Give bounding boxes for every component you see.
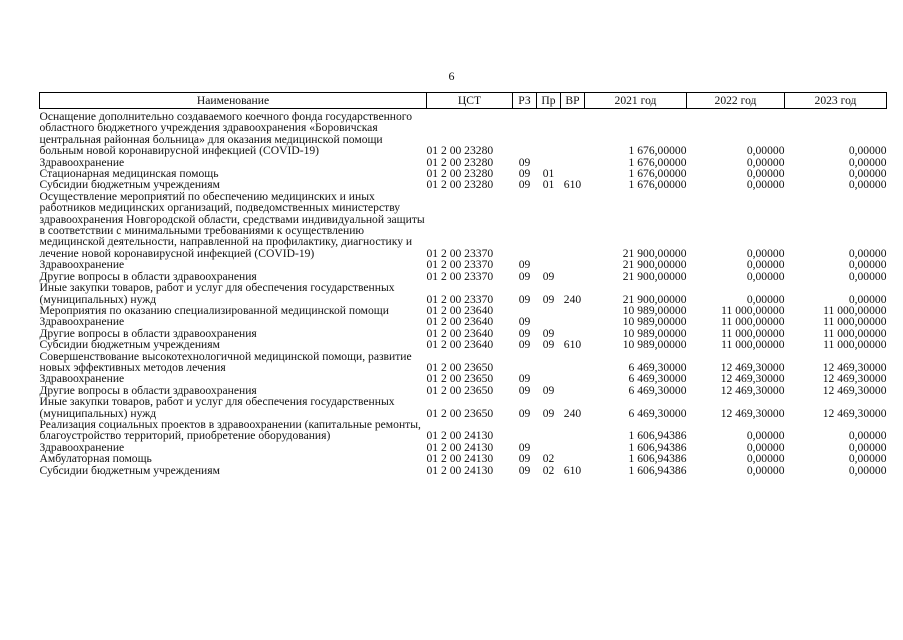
row-pr: 02 xyxy=(542,452,555,466)
row-cst: 01 2 00 23650 xyxy=(426,406,494,420)
row-pr: 09 xyxy=(542,383,555,397)
row-vr xyxy=(561,316,585,327)
table-row xyxy=(40,191,887,259)
row-value-2022: 0,00000 xyxy=(746,155,785,169)
row-rz: 09 xyxy=(518,440,531,454)
header-cst: ЦСТ xyxy=(427,93,513,109)
row-cst: 01 2 00 23640 xyxy=(426,338,494,352)
header-name: Наименование xyxy=(40,93,427,109)
row-name: Здравоохранение xyxy=(39,155,125,169)
row-vr xyxy=(561,453,585,464)
row-rz: 09 xyxy=(518,383,531,397)
row-vr: 240 xyxy=(563,406,582,420)
row-rz: 09 xyxy=(518,155,531,169)
row-rz: 09 xyxy=(518,167,531,181)
row-name: Реализация социальных проектов в здравоохранении (капитальные ремонты, благоустройство территорий, приобретение оборудования) xyxy=(39,417,421,443)
row-name: Субсидии бюджетным учреждениям xyxy=(39,338,220,352)
row-vr xyxy=(561,442,585,453)
row-value-2022: 11 000,00000 xyxy=(721,326,785,340)
header-2021: 2021 год xyxy=(585,93,687,109)
row-name: Здравоохранение xyxy=(39,372,125,386)
row-rz xyxy=(513,191,537,259)
row-value-2022: 0,00000 xyxy=(746,463,785,477)
row-value-2023: 0,00000 xyxy=(848,178,887,192)
row-name: Здравоохранение xyxy=(39,258,125,272)
row-value-2023: 12 469,30000 xyxy=(822,406,887,420)
row-name: Иные закупки товаров, работ и услуг для обеспечения государственных (муниципальных) нужд xyxy=(39,395,395,420)
row-value-2022: 0,00000 xyxy=(746,269,785,283)
row-vr xyxy=(561,373,585,384)
row-pr xyxy=(537,109,561,157)
table-row xyxy=(40,282,887,305)
row-value-2021: 10 989,00000 xyxy=(622,303,687,317)
row-cst: 01 2 00 23650 xyxy=(426,372,494,386)
row-vr xyxy=(561,157,585,168)
header-pr: Пр xyxy=(537,93,561,109)
row-pr: 02 xyxy=(542,463,555,477)
row-value-2021: 1 606,94386 xyxy=(628,452,687,466)
row-rz: 09 xyxy=(518,452,531,466)
row-value-2022: 11 000,00000 xyxy=(721,338,785,352)
row-cst: 01 2 00 24130 xyxy=(426,463,494,477)
row-value-2022: 0,00000 xyxy=(746,440,785,454)
row-value-2021: 6 469,30000 xyxy=(628,383,687,397)
row-value-2022: 12 469,30000 xyxy=(720,372,785,386)
row-cst: 01 2 00 23650 xyxy=(426,383,494,397)
table-row xyxy=(40,419,887,442)
row-vr: 610 xyxy=(563,338,582,352)
header-rz: РЗ xyxy=(513,93,537,109)
row-rz xyxy=(513,419,537,442)
row-rz: 09 xyxy=(518,315,531,329)
row-vr xyxy=(561,271,585,282)
header-vr: ВР xyxy=(561,93,585,109)
row-name: Другие вопросы в области здравоохранения xyxy=(39,269,257,283)
row-value-2022: 0,00000 xyxy=(746,246,785,260)
row-cst: 01 2 00 23280 xyxy=(426,178,494,192)
row-cst: 01 2 00 23650 xyxy=(426,360,494,374)
row-pr xyxy=(537,259,561,270)
row-vr: 610 xyxy=(563,463,582,477)
table-row xyxy=(40,259,887,270)
table-row xyxy=(40,109,887,157)
row-value-2022: 0,00000 xyxy=(746,258,785,272)
row-pr: 09 xyxy=(542,326,555,340)
row-value-2021: 6 469,30000 xyxy=(628,372,687,386)
row-name: Амбулаторная помощь xyxy=(39,452,152,466)
row-value-2022: 0,00000 xyxy=(746,178,785,192)
table-row xyxy=(40,465,887,476)
row-value-2022: 12 469,30000 xyxy=(720,383,785,397)
row-value-2021: 10 989,00000 xyxy=(622,338,687,352)
row-value-2021: 21 900,00000 xyxy=(622,246,687,260)
row-name: Совершенствование высокотехнологичной медицинской помощи, развитие новых эффективных методов лечения xyxy=(39,349,412,374)
row-value-2022: 11 000,00000 xyxy=(721,303,785,317)
row-value-2022: 12 469,30000 xyxy=(720,360,785,374)
row-pr: 09 xyxy=(542,292,555,306)
row-value-2021: 1 676,00000 xyxy=(628,144,687,158)
row-value-2022: 0,00000 xyxy=(746,144,785,158)
row-value-2023: 11 000,00000 xyxy=(823,326,887,340)
row-name: Здравоохранение xyxy=(39,440,125,454)
row-rz: 09 xyxy=(518,258,531,272)
row-value-2021: 1 606,94386 xyxy=(628,429,687,443)
row-value-2021: 1 676,00000 xyxy=(628,178,687,192)
row-cst: 01 2 00 23640 xyxy=(426,315,494,329)
table-row xyxy=(40,351,887,374)
row-vr: 240 xyxy=(563,292,582,306)
row-vr xyxy=(561,259,585,270)
row-value-2022: 0,00000 xyxy=(746,167,785,181)
row-rz: 09 xyxy=(518,292,531,306)
row-cst: 01 2 00 23370 xyxy=(426,269,494,283)
budget-table xyxy=(39,92,887,476)
row-value-2021: 1 606,94386 xyxy=(628,463,687,477)
row-value-2022: 11 000,00000 xyxy=(721,315,785,329)
row-name: Другие вопросы в области здравоохранения xyxy=(39,326,257,340)
row-value-2021: 21 900,00000 xyxy=(622,258,687,272)
row-value-2021: 10 989,00000 xyxy=(622,315,687,329)
row-value-2021: 10 989,00000 xyxy=(622,326,687,340)
row-value-2021: 21 900,00000 xyxy=(622,269,687,283)
row-value-2021: 6 469,30000 xyxy=(628,360,687,374)
row-value-2023: 12 469,30000 xyxy=(822,383,887,397)
row-vr xyxy=(561,385,585,396)
row-name: Субсидии бюджетным учреждениям xyxy=(39,463,220,477)
row-name: Оснащение дополнительно создаваемого коечного фонда государственного областного бюджетного учреждения здравоохранения «Боровичская центральная районная больница» для оказания медицинской помощи больным новой коронавирусной инфекцией (COVID-19) xyxy=(39,110,413,158)
table-row xyxy=(40,453,887,464)
row-value-2023: 11 000,00000 xyxy=(823,315,887,329)
table-row xyxy=(40,396,887,419)
row-cst: 01 2 00 23280 xyxy=(426,167,494,181)
row-cst: 01 2 00 24130 xyxy=(426,452,494,466)
row-cst: 01 2 00 23370 xyxy=(426,292,494,306)
row-value-2022: 0,00000 xyxy=(746,429,785,443)
row-value-2023: 0,00000 xyxy=(848,463,887,477)
row-vr: 610 xyxy=(563,178,582,192)
row-name: Другие вопросы в области здравоохранения xyxy=(39,383,257,397)
row-value-2023: 12 469,30000 xyxy=(822,372,887,386)
row-name: Субсидии бюджетным учреждениям xyxy=(39,178,220,192)
row-value-2023: 0,00000 xyxy=(848,429,887,443)
row-rz: 09 xyxy=(518,338,531,352)
table-row xyxy=(40,316,887,327)
row-value-2023: 0,00000 xyxy=(848,452,887,466)
row-pr xyxy=(537,316,561,327)
row-cst: 01 2 00 23370 xyxy=(426,246,494,260)
row-vr xyxy=(561,109,585,157)
row-vr xyxy=(561,191,585,259)
row-value-2023: 0,00000 xyxy=(848,144,887,158)
row-value-2023: 0,00000 xyxy=(848,440,887,454)
row-pr xyxy=(537,305,561,316)
header-2022: 2022 год xyxy=(687,93,785,109)
row-value-2023: 11 000,00000 xyxy=(823,303,887,317)
row-rz: 09 xyxy=(518,178,531,192)
table-row xyxy=(40,339,887,350)
row-name: Мероприятия по оказанию специализированной медицинской помощи xyxy=(39,303,389,317)
row-pr xyxy=(537,191,561,259)
row-value-2023: 11 000,00000 xyxy=(823,338,887,352)
row-value-2022: 0,00000 xyxy=(746,292,785,306)
row-cst: 01 2 00 23370 xyxy=(426,258,494,272)
header-2023: 2023 год xyxy=(785,93,887,109)
row-pr: 09 xyxy=(542,406,555,420)
row-vr xyxy=(561,351,585,374)
row-name: Иные закупки товаров, работ и услуг для обеспечения государственных (муниципальных) нужд xyxy=(39,281,395,306)
row-value-2021: 1 676,00000 xyxy=(628,167,687,181)
row-cst: 01 2 00 23280 xyxy=(426,144,494,158)
row-rz: 09 xyxy=(518,406,531,420)
row-value-2021: 6 469,30000 xyxy=(628,406,687,420)
row-vr xyxy=(561,305,585,316)
row-rz: 09 xyxy=(518,326,531,340)
row-value-2023: 0,00000 xyxy=(848,246,887,260)
row-value-2022: 0,00000 xyxy=(746,452,785,466)
row-value-2023: 0,00000 xyxy=(848,155,887,169)
row-name: Здравоохранение xyxy=(39,315,125,329)
row-rz: 09 xyxy=(518,269,531,283)
row-value-2023: 0,00000 xyxy=(848,167,887,181)
row-value-2022: 12 469,30000 xyxy=(720,406,785,420)
row-pr: 01 xyxy=(542,167,555,181)
row-value-2023: 0,00000 xyxy=(848,269,887,283)
row-value-2021: 1 606,94386 xyxy=(628,440,687,454)
row-rz xyxy=(513,351,537,374)
row-rz xyxy=(513,109,537,157)
row-value-2021: 21 900,00000 xyxy=(622,292,687,306)
row-rz: 09 xyxy=(518,463,531,477)
table-header-row xyxy=(40,93,887,109)
row-value-2023: 0,00000 xyxy=(848,292,887,306)
row-name: Стационарная медицинская помощь xyxy=(39,167,219,181)
row-cst: 01 2 00 24130 xyxy=(426,429,494,443)
row-rz: 09 xyxy=(518,372,531,386)
row-pr xyxy=(537,419,561,442)
row-cst: 01 2 00 23640 xyxy=(426,303,494,317)
row-pr xyxy=(537,351,561,374)
row-value-2021: 1 676,00000 xyxy=(628,155,687,169)
page-number: 6 xyxy=(448,69,455,83)
row-value-2023: 12 469,30000 xyxy=(822,360,887,374)
row-value-2023: 0,00000 xyxy=(848,258,887,272)
row-pr: 09 xyxy=(542,338,555,352)
table-body xyxy=(40,109,887,477)
row-name: Осуществление мероприятий по обеспечению медицинских и иных работников медицинских организаций, подведомственных министерству здравоохранения Новгородской области, средствами индивидуальной защиты в соответствии с минимальными требованиями к осуществлению медицинской деятельности, направленной на профилактику, диагностику и лечение новой коронавирусной инфекцией (COVID-19) xyxy=(39,189,425,260)
row-pr: 01 xyxy=(542,178,555,192)
row-vr xyxy=(561,419,585,442)
row-cst: 01 2 00 23640 xyxy=(426,326,494,340)
row-cst: 01 2 00 23280 xyxy=(426,155,494,169)
row-cst: 01 2 00 24130 xyxy=(426,440,494,454)
row-pr: 09 xyxy=(542,269,555,283)
